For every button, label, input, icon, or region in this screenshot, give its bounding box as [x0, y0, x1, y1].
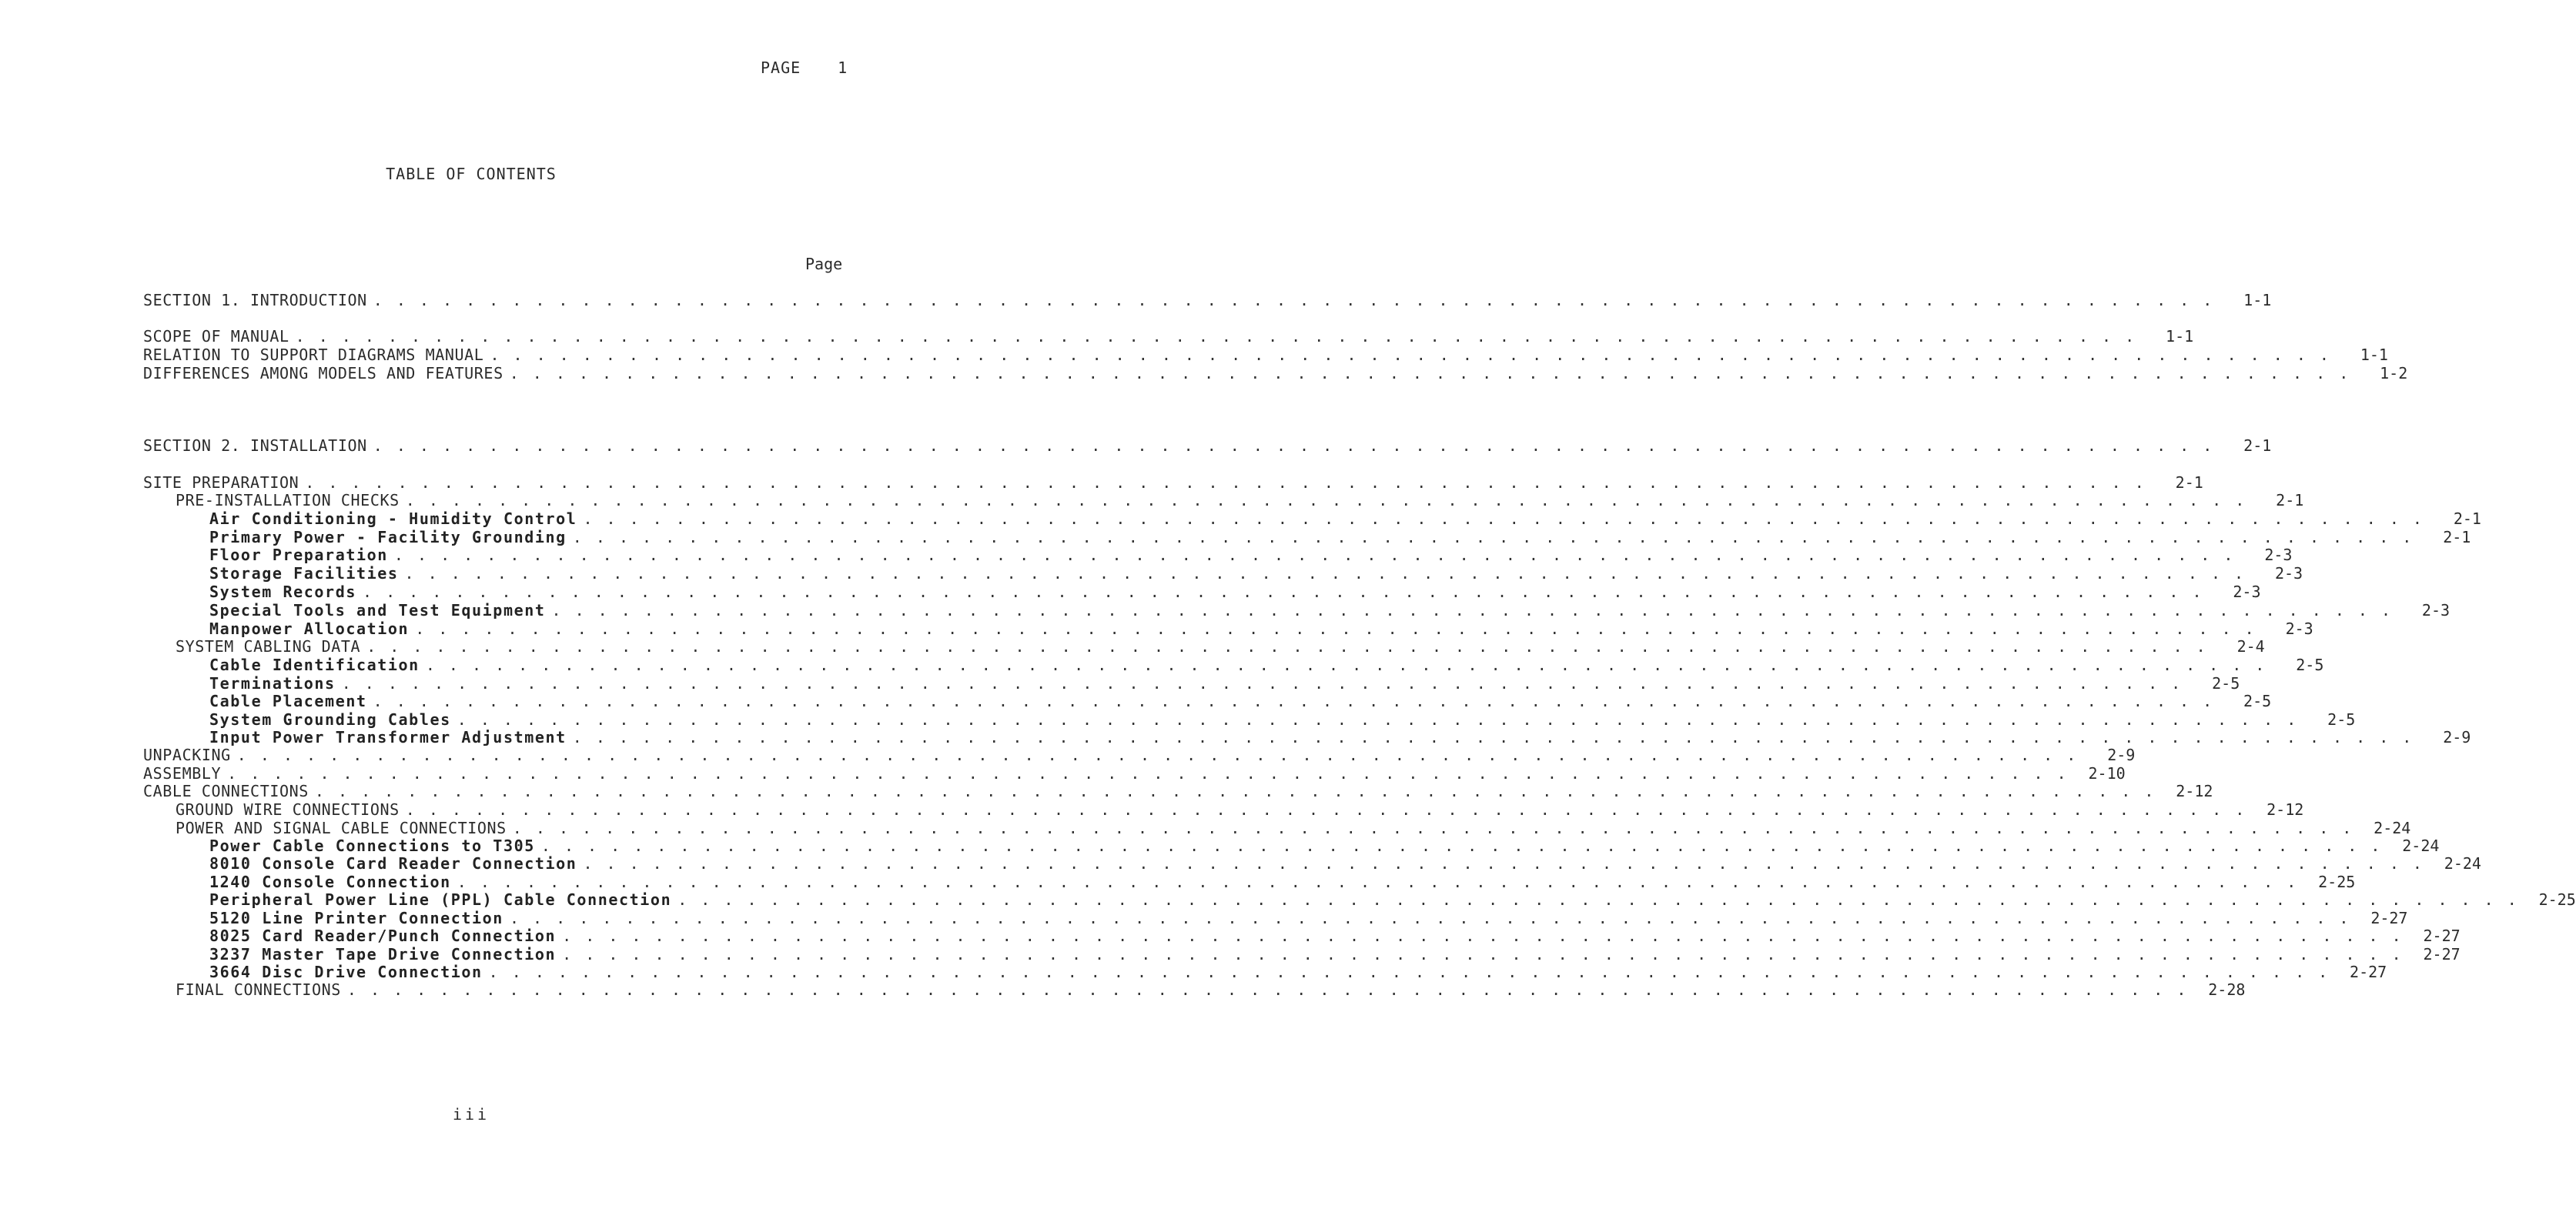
dot-leader: . . . . . . . . . . . . . . . . . . . . . . . . . . . . . . . . . . . . . . . . . . . . . . . . . . . . . . . . . . . . . . . . . . . . . . . . . . . . . . . .: [551, 601, 2394, 620]
toc-entry-page: 2-27: [2370, 909, 2408, 927]
toc-entry-page: 2-9: [2107, 746, 2136, 764]
toc-entry-page: 2-3: [2421, 601, 2451, 620]
toc-entry-page: 2-1: [2175, 473, 2203, 492]
dot-leader: . . . . . . . . . . . . . . . . . . . . . . . . . . . . . . . . . . . . . . . . . . . . . . . . . . . . . . . . . . . . . . . . . . . . . . . . . . . . . . . .: [540, 837, 2383, 855]
toc-entry-page: 2-10: [2088, 764, 2126, 783]
toc-entry-title: Power Cable Connections to T305: [209, 837, 535, 855]
toc-entry-page: 2-4: [2236, 637, 2265, 656]
dot-leader: . . . . . . . . . . . . . . . . . . . . . . . . . . . . . . . . . . . . . . . . . . . . . . . . . . . . . . . . . . . . . . . . . . . . . . . . . . . . . . . .: [509, 909, 2351, 927]
toc-entry: [143, 710, 2356, 729]
toc-entry: [143, 764, 2126, 783]
toc-entry-page: 2-5: [2327, 710, 2356, 729]
dot-leader: . . . . . . . . . . . . . . . . . . . . . . . . . . . . . . . . . . . . . . . . . . . . . . . . . . . . . . . . . . . . . . . . . . . . . . . . . . . . . . . .: [393, 546, 2236, 564]
dot-leader: . . . . . . . . . . . . . . . . . . . . . . . . . . . . . . . . . . . . . . . . . . . . . . . . . . . . . . . . . . . . . . . . . . . . . . . . . . . . . . . .: [457, 873, 2299, 891]
dot-leader: . . . . . . . . . . . . . . . . . . . . . . . . . . . . . . . . . . . . . . . . . . . . . . . . . . . . . . . . . . . . . . . . . . . . . . . . . . . . . . . .: [346, 980, 2189, 999]
dot-leader: . . . . . . . . . . . . . . . . . . . . . . . . . . . . . . . . . . . . . . . . . . . . . . . . . . . . . . . . . . . . . . . . . . . . . . . . . . . . . . . .: [362, 583, 2204, 601]
page-column-label: Page: [805, 255, 843, 273]
toc-entry-title: SECTION 2. INSTALLATION: [143, 436, 367, 455]
dot-leader: . . . . . . . . . . . . . . . . . . . . . . . . . . . . . . . . . . . . . . . . . . . . . . . . . . . . . . . . . . . . . . . . . . . . . . . . . . . . . . . .: [405, 800, 2247, 819]
toc-entry-page: 1-1: [2166, 327, 2194, 346]
toc-entry-title: 8025 Card Reader/Punch Connection: [209, 927, 557, 945]
toc-entry-title: Input Power Transformer Adjustment: [209, 728, 567, 746]
toc-entry-page: 2-1: [2276, 491, 2304, 509]
footer-page-number: iii: [452, 1105, 490, 1124]
toc-entry-page: 2-3: [2233, 583, 2261, 601]
toc-entry-page: 2-1: [2243, 436, 2272, 455]
toc-entry-page: 2-25: [2538, 890, 2576, 909]
toc-entry-title: System Records: [209, 583, 356, 601]
toc-entry: [143, 692, 2272, 710]
toc-entry-page: 2-5: [2243, 692, 2272, 710]
toc-entry: [143, 583, 2261, 601]
toc-entry-title: DIFFERENCES AMONG MODELS AND FEATURES: [143, 364, 503, 382]
dot-leader: . . . . . . . . . . . . . . . . . . . . . . . . . . . . . . . . . . . . . . . . . . . . . . . . . . . . . . . . . . . . . . . . . . . . . . . . . . . . . . . .: [415, 620, 2257, 638]
toc-entry-page: 2-27: [2423, 945, 2461, 964]
toc-entry: [143, 980, 2246, 999]
toc-entry-title: Peripheral Power Line (PPL) Cable Connection: [209, 890, 672, 909]
toc-entry-title: CABLE CONNECTIONS: [143, 782, 309, 800]
toc-entry-page: 1-1: [2243, 291, 2272, 309]
page-number: 1: [838, 58, 848, 77]
toc-entry: [143, 728, 2471, 746]
toc-entry: [143, 656, 2324, 674]
toc-entry-title: Floor Preparation: [209, 546, 388, 564]
dot-leader: . . . . . . . . . . . . . . . . . . . . . . . . . . . . . . . . . . . . . . . . . . . . . . . . . . . . . . . . . . . . . . . . . . . . . . . . . . . . . . . .: [488, 963, 2330, 981]
toc-entry-title: POWER AND SIGNAL CABLE CONNECTIONS: [176, 819, 507, 837]
toc-entry-title: 3664 Disc Drive Connection: [209, 963, 483, 981]
toc-entry-title: Terminations: [209, 674, 336, 693]
toc-entry: [143, 819, 2411, 837]
toc-entry-title: GROUND WIRE CONNECTIONS: [176, 800, 400, 819]
toc-entry-title: Cable Placement: [209, 692, 367, 710]
dot-leader: . . . . . . . . . . . . . . . . . . . . . . . . . . . . . . . . . . . . . . . . . . . . . . . . . . . . . . . . . . . . . . . . . . . . . . . . . . . . . . . .: [236, 746, 2079, 764]
toc-entry-title: SCOPE OF MANUAL: [143, 327, 289, 346]
toc-entry-page: 2-27: [2423, 927, 2461, 945]
toc-entry: [143, 746, 2136, 764]
dot-leader: . . . . . . . . . . . . . . . . . . . . . . . . . . . . . . . . . . . . . . . . . . . . . . . . . . . . . . . . . . . . . . . . . . . . . . . . . . . . . . . .: [314, 782, 2156, 800]
document-title: TABLE OF CONTENTS: [386, 165, 557, 183]
toc-entry: [143, 890, 2576, 909]
dot-leader: . . . . . . . . . . . . . . . . . . . . . . . . . . . . . . . . . . . . . . . . . . . . . . . . . . . . . . . . . . . . . . . . . . . . . . . . . . . . . . . .: [457, 710, 2299, 729]
toc-entry-title: 1240 Console Connection: [209, 873, 451, 891]
toc-entry: [143, 620, 2313, 638]
dot-leader: . . . . . . . . . . . . . . . . . . . . . . . . . . . . . . . . . . . . . . . . . . . . . . . . . . . . . . . . . . . . . . . . . . . . . . . . . . . . . . . .: [373, 436, 2215, 455]
toc-entry-page: 2-25: [2318, 873, 2356, 891]
toc-entry: [143, 837, 2440, 855]
dot-leader: . . . . . . . . . . . . . . . . . . . . . . . . . . . . . . . . . . . . . . . . . . . . . . . . . . . . . . . . . . . . . . . . . . . . . . . . . . . . . . . .: [425, 656, 2267, 674]
dot-leader: . . . . . . . . . . . . . . . . . . . . . . . . . . . . . . . . . . . . . . . . . . . . . . . . . . . . . . . . . . . . . . . . . . . . . . . . . . . . . . . .: [562, 945, 2404, 964]
toc-entry: [143, 601, 2451, 620]
dot-leader: . . . . . . . . . . . . . . . . . . . . . . . . . . . . . . . . . . . . . . . . . . . . . . . . . . . . . . . . . . . . . . . . . . . . . . . . . . . . . . . .: [512, 819, 2354, 837]
toc-entry-title: 5120 Line Printer Connection: [209, 909, 503, 927]
dot-leader: . . . . . . . . . . . . . . . . . . . . . . . . . . . . . . . . . . . . . . . . . . . . . . . . . . . . . . . . . . . . . . . . . . . . . . . . . . . . . . . .: [509, 364, 2351, 382]
toc-entry: [143, 327, 2194, 346]
toc-entry: [143, 491, 2304, 509]
dot-leader: . . . . . . . . . . . . . . . . . . . . . . . . . . . . . . . . . . . . . . . . . . . . . . . . . . . . . . . . . . . . . . . . . . . . . . . . . . . . . . . .: [562, 927, 2404, 945]
toc-entry-page: 1-2: [2380, 364, 2408, 382]
toc-entry-title: Special Tools and Test Equipment: [209, 601, 546, 620]
toc-entry: [143, 473, 2203, 492]
toc-entry-page: 2-3: [2274, 564, 2303, 583]
dot-leader: . . . . . . . . . . . . . . . . . . . . . . . . . . . . . . . . . . . . . . . . . . . . . . . . . . . . . . . . . . . . . . . . . . . . . . . . . . . . . . . .: [490, 346, 2331, 364]
toc-entry-page: 2-24: [2402, 837, 2440, 855]
toc-entry-title: FINAL CONNECTIONS: [176, 980, 341, 999]
dot-leader: . . . . . . . . . . . . . . . . . . . . . . . . . . . . . . . . . . . . . . . . . . . . . . . . . . . . . . . . . . . . . . . . . . . . . . . . . . . . . . . .: [341, 674, 2183, 693]
toc-entry: [143, 436, 2272, 455]
toc-entry-title: Storage Facilities: [209, 564, 399, 583]
toc-entry: [143, 927, 2461, 945]
toc-entry-page: 2-3: [2264, 546, 2293, 564]
dot-leader: . . . . . . . . . . . . . . . . . . . . . . . . . . . . . . . . . . . . . . . . . . . . . . . . . . . . . . . . . . . . . . . . . . . . . . . . . . . . . . . .: [572, 728, 2414, 746]
toc-entry-page: 2-9: [2443, 728, 2471, 746]
toc-entry-page: 2-27: [2350, 963, 2387, 981]
toc-entry-title: Air Conditioning - Humidity Control: [209, 509, 577, 528]
toc-entry-page: 2-3: [2285, 620, 2313, 638]
toc-entry-title: ASSEMBLY: [143, 764, 222, 783]
toc-entry-page: 2-24: [2444, 854, 2481, 873]
dot-leader: . . . . . . . . . . . . . . . . . . . . . . . . . . . . . . . . . . . . . . . . . . . . . . . . . . . . . . . . . . . . . . . . . . . . . . . . . . . . . . . .: [677, 890, 2519, 909]
toc-entry-title: 8010 Console Card Reader Connection: [209, 854, 577, 873]
toc-entry: [143, 364, 2408, 382]
toc-entry-page: 2-28: [2208, 980, 2246, 999]
dot-leader: . . . . . . . . . . . . . . . . . . . . . . . . . . . . . . . . . . . . . . . . . . . . . . . . . . . . . . . . . . . . . . . . . . . . . . . . . . . . . . . .: [373, 291, 2215, 309]
dot-leader: . . . . . . . . . . . . . . . . . . . . . . . . . . . . . . . . . . . . . . . . . . . . . . . . . . . . . . . . . . . . . . . . . . . . . . . . . . . . . . . .: [405, 491, 2247, 509]
toc-entry-title: SITE PREPARATION: [143, 473, 299, 492]
dot-leader: . . . . . . . . . . . . . . . . . . . . . . . . . . . . . . . . . . . . . . . . . . . . . . . . . . . . . . . . . . . . . . . . . . . . . . . . . . . . . . . .: [227, 764, 2069, 783]
toc-entry: [143, 346, 2388, 364]
toc-entry-title: RELATION TO SUPPORT DIAGRAMS MANUAL: [143, 346, 484, 364]
dot-leader: . . . . . . . . . . . . . . . . . . . . . . . . . . . . . . . . . . . . . . . . . . . . . . . . . . . . . . . . . . . . . . . . . . . . . . . . . . . . . . . .: [404, 564, 2246, 583]
toc-entry-title: Primary Power - Facility Grounding: [209, 528, 567, 546]
dot-leader: . . . . . . . . . . . . . . . . . . . . . . . . . . . . . . . . . . . . . . . . . . . . . . . . . . . . . . . . . . . . . . . . . . . . . . . . . . . . . . . .: [572, 528, 2414, 546]
toc-entry-page: 2-5: [2296, 656, 2324, 674]
toc-entry: [143, 674, 2240, 693]
toc-entry: [143, 873, 2356, 891]
toc-entry-page: 2-1: [2453, 509, 2481, 528]
toc-entry: [143, 854, 2481, 873]
toc-entry: [143, 509, 2481, 528]
toc-entry-title: Manpower Allocation: [209, 620, 410, 638]
dot-leader: . . . . . . . . . . . . . . . . . . . . . . . . . . . . . . . . . . . . . . . . . . . . . . . . . . . . . . . . . . . . . . . . . . . . . . . . . . . . . . . .: [305, 473, 2146, 492]
dot-leader: . . . . . . . . . . . . . . . . . . . . . . . . . . . . . . . . . . . . . . . . . . . . . . . . . . . . . . . . . . . . . . . . . . . . . . . . . . . . . . . .: [583, 854, 2424, 873]
dot-leader: . . . . . . . . . . . . . . . . . . . . . . . . . . . . . . . . . . . . . . . . . . . . . . . . . . . . . . . . . . . . . . . . . . . . . . . . . . . . . . . .: [373, 692, 2215, 710]
toc-entry-page: 2-24: [2374, 819, 2411, 837]
dot-leader: . . . . . . . . . . . . . . . . . . . . . . . . . . . . . . . . . . . . . . . . . . . . . . . . . . . . . . . . . . . . . . . . . . . . . . . . . . . . . . . .: [295, 327, 2137, 346]
toc-entry-page: 2-1: [2443, 528, 2471, 546]
toc-entry-page: 2-12: [2176, 782, 2213, 800]
toc-entry: [143, 528, 2471, 546]
toc-entry: [143, 963, 2387, 981]
toc-entry-title: SYSTEM CABLING DATA: [176, 637, 361, 656]
toc-entry: [143, 800, 2304, 819]
toc-entry-page: 2-12: [2267, 800, 2304, 819]
toc-entry-title: System Grounding Cables: [209, 710, 451, 729]
toc-entry-title: Cable Identification: [209, 656, 420, 674]
toc-entry: [143, 909, 2408, 927]
toc-entry-title: PRE-INSTALLATION CHECKS: [176, 491, 400, 509]
dot-leader: . . . . . . . . . . . . . . . . . . . . . . . . . . . . . . . . . . . . . . . . . . . . . . . . . . . . . . . . . . . . . . . . . . . . . . . . . . . . . . . .: [366, 637, 2208, 656]
toc-entry: [143, 291, 2272, 309]
toc-entry-title: UNPACKING: [143, 746, 231, 764]
toc-entry: [143, 637, 2265, 656]
toc-entry-title: SECTION 1. INTRODUCTION: [143, 291, 367, 309]
dot-leader: . . . . . . . . . . . . . . . . . . . . . . . . . . . . . . . . . . . . . . . . . . . . . . . . . . . . . . . . . . . . . . . . . . . . . . . . . . . . . . . .: [583, 509, 2424, 528]
toc-entry: [143, 546, 2293, 564]
toc-entry: [143, 945, 2461, 964]
toc-entry-page: 1-1: [2360, 346, 2388, 364]
toc-entry: [143, 564, 2303, 583]
toc-entry: [143, 782, 2213, 800]
toc-entry-title: 3237 Master Tape Drive Connection: [209, 945, 557, 964]
page-label: PAGE: [761, 58, 801, 77]
toc-entry-page: 2-5: [2212, 674, 2240, 693]
